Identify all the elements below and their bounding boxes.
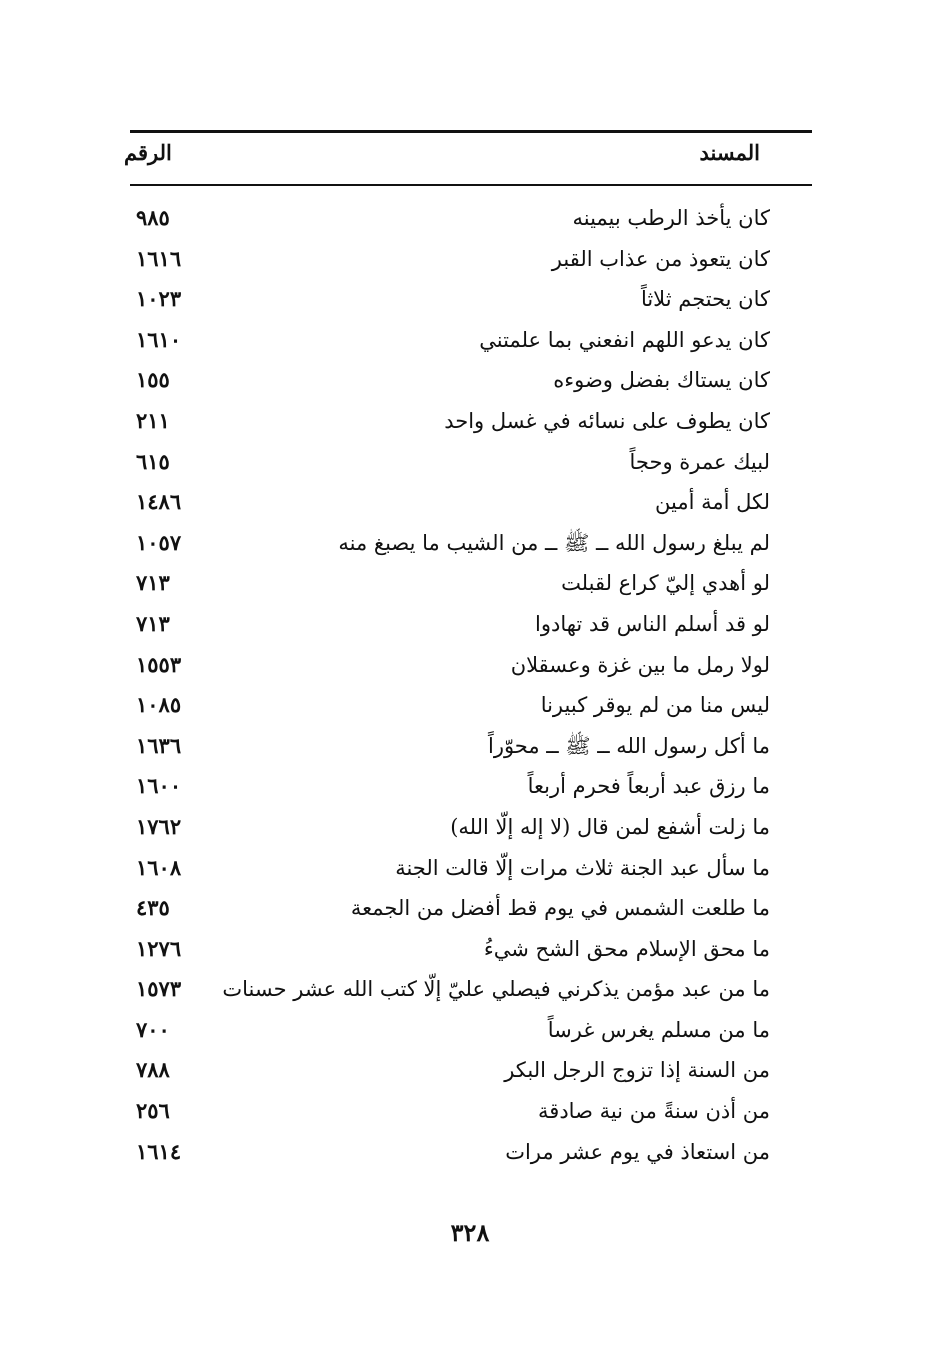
index-row xyxy=(120,848,770,889)
index-row xyxy=(120,604,770,645)
hadith-number: ١٧٦٢ xyxy=(136,813,182,839)
hadith-number: ١٥٥٣ xyxy=(136,651,182,677)
hadith-text: ما رزق عبد أربعاً فحرم أربعاً xyxy=(527,774,770,799)
index-row xyxy=(120,807,770,848)
index-row xyxy=(120,523,770,564)
index-row xyxy=(120,969,770,1010)
hadith-number: ٧٨٨ xyxy=(136,1057,170,1083)
index-row xyxy=(120,1050,770,1091)
hadith-number: ١٠٥٧ xyxy=(136,529,182,555)
hadith-text: لولا رمل ما بين غزة وعسقلان xyxy=(510,652,770,677)
hadith-number: ٧٠٠ xyxy=(136,1016,170,1042)
hadith-number: ١٤٨٦ xyxy=(136,489,182,515)
hadith-text: ما من عبد مؤمن يذكرني فيصلي عليّ إلّا كتب الله عشر حسنات xyxy=(222,977,770,1002)
index-row xyxy=(120,766,770,807)
hadith-text: من السنة إذا تزوج الرجل البكر xyxy=(504,1058,770,1083)
hadith-number: ١٥٧٣ xyxy=(136,976,182,1002)
hadith-number: ١٦١٦ xyxy=(136,245,182,271)
hadith-text: كان يحتجم ثلاثاً xyxy=(640,287,770,312)
index-row xyxy=(120,320,770,361)
hadith-text: لو أهدي إليّ كراع لقبلت xyxy=(561,571,770,596)
hadith-number: ٩٨٥ xyxy=(136,205,170,230)
hadith-text: ليس منا من لم يوقر كبيرنا xyxy=(540,693,770,718)
table-header xyxy=(120,140,760,176)
hadith-number: ٧١٣ xyxy=(136,610,170,636)
index-row xyxy=(120,442,770,483)
index-row xyxy=(120,726,770,767)
hadith-text: كان يطوف على نسائه في غسل واحد xyxy=(444,408,770,433)
index-row xyxy=(120,1132,770,1173)
hadith-text: ما من مسلم يغرس غرساً xyxy=(547,1017,770,1042)
index-row xyxy=(120,279,770,320)
hadith-number: ١٢٧٦ xyxy=(136,935,182,961)
hadith-index-list xyxy=(120,198,770,1172)
hadith-text: كان يستاك بفضل وضوءه xyxy=(553,368,770,393)
hadith-text: كان يدعو اللهم انفعني بما علمتني xyxy=(479,327,770,352)
hadith-text: من استعاذ في يوم عشر مرات xyxy=(505,1139,770,1164)
header-number-column: الرقم xyxy=(124,140,172,165)
hadith-text: لم يبلغ رسول الله ــ ﷺ ــ من الشيب ما يصبغ منه xyxy=(338,530,770,555)
index-row xyxy=(120,401,770,442)
index-row xyxy=(120,888,770,929)
hadith-number: ١٠٢٣ xyxy=(136,286,182,312)
index-row xyxy=(120,645,770,686)
header-text-column: المسند xyxy=(699,140,760,165)
index-row xyxy=(120,1091,770,1132)
hadith-text: ما محق الإسلام محق الشح شيءُ xyxy=(483,936,770,961)
index-row xyxy=(120,929,770,970)
hadith-number: ١٦١٤ xyxy=(136,1138,182,1164)
hadith-text: لو قد أسلم الناس قد تهادوا xyxy=(535,611,770,636)
index-row xyxy=(120,1010,770,1051)
hadith-number: ٧١٣ xyxy=(136,570,170,596)
hadith-number: ٤٣٥ xyxy=(136,895,170,921)
hadith-text: لكل أمة أمين xyxy=(655,490,770,515)
hadith-text: من أذن سنةً من نية صادقة xyxy=(538,1099,770,1124)
hadith-number: ١٠٨٥ xyxy=(136,692,182,718)
hadith-number: ٢٥٦ xyxy=(136,1098,170,1124)
header-top-rule xyxy=(130,130,812,133)
hadith-text: ما أكل رسول الله ــ ﷺ ــ محوّراً xyxy=(487,733,770,758)
hadith-number: ١٦٠٨ xyxy=(136,854,182,880)
hadith-number: ١٦١٠ xyxy=(136,326,182,352)
index-row xyxy=(120,198,770,239)
hadith-text: ما سأل عبد الجنة ثلاث مرات إلّا قالت الجنة xyxy=(395,855,770,880)
index-row xyxy=(120,239,770,280)
hadith-text: ما طلعت الشمس في يوم قط أفضل من الجمعة xyxy=(350,896,770,921)
hadith-text: لبيك عمرة وحجاً xyxy=(629,449,770,474)
page-number: ٣٢٨ xyxy=(450,1218,490,1247)
hadith-number: ١٦٠٠ xyxy=(136,773,182,799)
index-row xyxy=(120,482,770,523)
hadith-text: ما زلت أشفع لمن قال (لا إله إلّا الله) xyxy=(450,814,770,839)
hadith-number: ١٥٥ xyxy=(136,367,170,393)
index-row xyxy=(120,360,770,401)
header-bottom-rule xyxy=(130,184,812,186)
hadith-number: ٦١٥ xyxy=(136,448,170,474)
hadith-number: ٢١١ xyxy=(136,407,170,433)
index-row xyxy=(120,685,770,726)
index-row xyxy=(120,563,770,604)
hadith-text: كان يتعوذ من عذاب القبر xyxy=(551,246,770,271)
hadith-number: ١٦٣٦ xyxy=(136,732,182,758)
hadith-text: كان يأخذ الرطب بيمينه xyxy=(572,206,770,230)
